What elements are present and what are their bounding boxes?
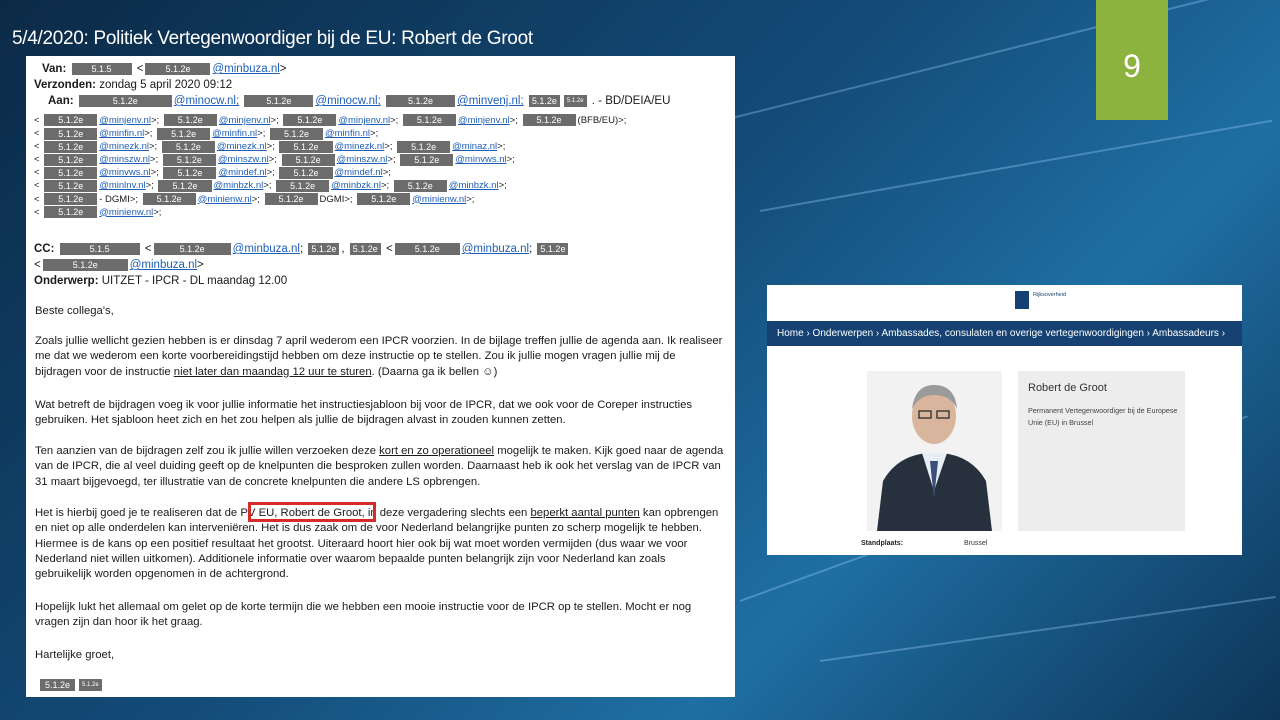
text: in deze vergadering slechts een <box>364 507 531 519</box>
verzonden-label: Verzonden: <box>34 79 96 91</box>
redacted-recipient-row: < 5.1.2e @minienw.nl>; <box>34 206 162 218</box>
cc-label: CC: <box>34 243 55 255</box>
email-link[interactable]: @minjenv.nl <box>457 115 510 126</box>
onderwerp-value: UITZET - IPCR - DL maandag 12.00 <box>101 275 288 287</box>
van-line: Van: 5.1.5 < 5.1.2e @minbuza.nl> <box>42 63 287 75</box>
text: kan opbrengen en niet op alle onderdelen kan interveniëren. Het is dus zaak om de voor Nederland belangrijke punten zo scherp mogelijk te hebben. Hiermee is de kans op een positief resultaat het grootst. Uiteraard hoort hier ook bij wat moet worden vermijden (dus waar we voor Nederland niet willen uitkomen). Additionele informatie over waarom bepaalde punten belangrijk zijn voor Nederland kan zoals gebruikelijk worden opgenomen in de achtergrond. <box>35 507 719 581</box>
highlighted-text: PV EU, Robert de Groot, <box>240 507 365 519</box>
breadcrumb[interactable]: Home › Onderwerpen › Ambassades, consulaten en overige vertegenwoordigingen › Ambassadeurs › <box>767 321 1242 346</box>
aan-tail: . - BD/DEIA/EU <box>591 95 671 107</box>
email-link[interactable]: @minienw.nl <box>412 193 467 205</box>
redacted-recipient-row: < 5.1.2e @minezk.nl>; 5.1.2e @minezk.nl>; 5.1.2e @minezk.nl>; 5.1.2e @minaz.nl>; <box>34 141 506 153</box>
paragraph-4 <box>35 506 725 582</box>
email-link[interactable]: @minbuza.nl <box>129 259 198 271</box>
redaction: 5.1.2e <box>164 114 217 126</box>
text: Ten aanzien van de bijdragen zelf zou ik jullie willen verzoeken deze <box>35 445 380 457</box>
email-link[interactable]: @minezk.nl <box>334 141 385 153</box>
aan-label: Aan: <box>48 95 74 107</box>
redaction: 5.1.2e <box>79 95 172 107</box>
redaction: 5.1.2e <box>143 193 196 205</box>
email-link[interactable]: @minbzk.nl <box>331 180 381 192</box>
verzonden-value: zondag 5 april 2020 09:12 <box>99 79 233 91</box>
redaction: 5.1.2e <box>279 141 332 153</box>
rijksoverheid-profile-card <box>767 285 1242 555</box>
email-document <box>26 56 735 697</box>
redaction: 5.1.2e <box>44 193 97 205</box>
paragraph-3 <box>35 444 725 490</box>
email-link[interactable]: @mindef.nl <box>218 167 267 179</box>
redaction: 5.1.2e <box>357 193 410 205</box>
redaction: 5.1.2e <box>400 154 453 166</box>
email-link[interactable]: @minbuza.nl <box>461 243 530 255</box>
redaction: 5.1.2e <box>265 193 318 205</box>
redaction: 5.1.5 <box>72 63 132 75</box>
redaction: 5.1.2e <box>145 63 210 75</box>
paragraph-5: Hopelijk lukt het allemaal om gelet op de korte termijn die we hebben een mooie instructie voor de IPCR op te stellen. Mocht er nog vragen zijn dan hoor ik het graag. <box>35 601 692 629</box>
redaction: 5.1.2e <box>44 180 97 192</box>
portrait-photo <box>867 371 1002 531</box>
email-link[interactable]: @minocw.nl; <box>173 95 240 107</box>
text: (BFB/EU) <box>577 115 619 126</box>
redaction: 5.1.2e <box>523 114 576 126</box>
redaction: 5.1.2e <box>537 243 568 255</box>
email-link[interactable]: @minjenv.nl <box>338 115 391 126</box>
redaction: 5.1.2e <box>157 128 210 140</box>
paragraph-2: Wat betreft de bijdragen voeg ik voor jullie informatie het instructiesjabloon bij voor de IPCR, dat we ook voor de Coreper instructies gebruiken. Het sjabloon heet zich en het zou helpen als jullie de bijdragen alvast in zouden kunnen zetten. <box>35 399 693 427</box>
email-link[interactable]: @minezk.nl <box>216 141 267 153</box>
redaction: 5.1.2e <box>163 154 216 166</box>
redacted-recipient-row: < 5.1.2e - DGMI>; 5.1.2e @minienw.nl>; 5.1.2e DGMI>; 5.1.2e @minienw.nl>; <box>34 193 475 205</box>
redacted-recipient-row: < 5.1.2e @minszw.nl>; 5.1.2e @minszw.nl>; 5.1.2e @minszw.nl>; 5.1.2e @minvws.nl>; <box>34 154 515 166</box>
email-link[interactable]: @minezk.nl <box>99 141 149 153</box>
background-streak <box>820 596 1276 662</box>
redaction: 5.1.2e <box>282 154 335 166</box>
standplaats-label: Standplaats: <box>861 540 904 547</box>
email-link[interactable]: @minbuza.nl <box>212 63 280 75</box>
portrait-illustration <box>867 371 1002 531</box>
redaction: 5.1.2e <box>154 243 231 255</box>
cc-line: CC: 5.1.5 < 5.1.2e @minbuza.nl; 5.1.2e , 5.1.2e < 5.1.2e @minbuza.nl; 5.1.2e <box>34 242 734 256</box>
redaction: 5.1.2e <box>350 243 381 255</box>
email-link[interactable]: @minvws.nl <box>455 154 507 166</box>
redaction: 5.1.5 <box>60 243 140 255</box>
aan-line <box>34 94 734 108</box>
email-link[interactable]: @minienw.nl <box>197 193 252 205</box>
email-link[interactable]: @mindef.nl <box>334 167 383 179</box>
redaction: 5.1.2e <box>44 128 97 140</box>
redaction: 5.1.2e <box>403 114 456 126</box>
email-link[interactable]: @minfin.nl <box>212 128 258 140</box>
page-number: 9 <box>1123 47 1141 84</box>
text: . (Daarna ga ik bellen ☺) <box>371 365 498 378</box>
underlined-text: niet later dan maandag 12 uur te sturen <box>173 365 372 378</box>
redaction: 5.1.2e <box>394 180 447 192</box>
redaction: 5.1.2e <box>40 679 75 691</box>
redaction: 5.1.2e <box>44 154 97 166</box>
profile-role: Permanent Vertegenwoordiger bij de Europese Unie (EU) in Brussel <box>1028 406 1178 427</box>
redaction-small: 5.1.2e <box>79 679 102 691</box>
email-link[interactable]: @minszw.nl <box>217 154 269 166</box>
email-link[interactable]: @minienw.nl <box>99 206 154 218</box>
van-label: Van: <box>42 63 67 75</box>
closing: Hartelijke groet, <box>35 649 115 661</box>
redaction: 5.1.2e <box>44 167 97 179</box>
redaction: 5.1.2e <box>44 141 97 153</box>
redacted-recipient-row: < 5.1.2e @minvws.nl>; 5.1.2e @mindef.nl>; 5.1.2e @mindef.nl>; <box>34 167 391 179</box>
email-link[interactable]: @minfin.nl <box>99 128 145 140</box>
email-link[interactable]: @minvws.nl <box>99 167 151 179</box>
logo-text: Rijksoverheid <box>1033 292 1067 298</box>
redaction: 5.1.2e <box>162 141 215 153</box>
onderwerp-line <box>34 274 734 288</box>
email-link[interactable]: @minbzk.nl <box>448 180 499 192</box>
redaction: 5.1.2e <box>308 243 339 255</box>
page-number-badge <box>1096 0 1168 120</box>
redaction: 5.1.2e <box>276 180 329 192</box>
email-link[interactable]: @minvenj.nl; <box>457 95 524 107</box>
redaction: 5.1.2e <box>163 167 216 179</box>
red-highlight-box <box>248 502 376 522</box>
email-link[interactable]: @minbuza.nl <box>232 243 300 255</box>
email-link[interactable]: @minjenv.nl <box>99 115 151 126</box>
greeting: Beste collega's, <box>35 305 114 317</box>
redaction: 5.1.2e <box>529 95 560 107</box>
redaction: 5.1.2e <box>44 114 97 126</box>
email-link[interactable]: @minlnv.nl <box>99 180 146 192</box>
redaction: 5.1.2e <box>244 95 313 107</box>
email-link[interactable]: @minocw.nl; <box>315 95 381 107</box>
redaction: 5.1.2e <box>43 259 128 271</box>
paragraph-1 <box>35 334 725 380</box>
background-streak <box>720 0 1264 122</box>
redaction: 5.1.2e <box>386 95 455 107</box>
text: mogelijk te maken. Kijk goed naar de agenda van de IPCR, die al veel duiding geeft op de knelpunten die besproken zullen worden. Daarnaast heb ik ook het verslag van de IPCR van 31 maart bijgevoegd, ter illustratie van de concrete knelpunten die andere LS opbrengen. <box>35 445 724 488</box>
signature <box>38 678 735 692</box>
email-link[interactable]: @minszw.nl <box>336 154 388 166</box>
email-link[interactable]: @minbzk.nl <box>213 180 264 192</box>
underlined-text: beperkt aantal punten <box>530 507 640 519</box>
text: - DGMI <box>99 193 130 205</box>
underlined-text: kort en zo operationeel <box>379 445 495 457</box>
profile-info-panel <box>1018 371 1185 531</box>
slide-title: 5/4/2020: Politiek Vertegenwoordiger bij de EU: Robert de Groot <box>12 28 533 49</box>
redaction: 5.1.2e <box>395 243 460 255</box>
card-header <box>767 285 1242 321</box>
redacted-recipient-row: < 5.1.2e @minfin.nl>; 5.1.2e @minfin.nl>; 5.1.2e @minfin.nl>; <box>34 128 379 140</box>
email-link[interactable]: @minaz.nl <box>452 141 498 153</box>
redaction: 5.1.2e <box>270 128 323 140</box>
verzonden-line <box>34 78 734 92</box>
text: Het is hierbij goed je te realiseren dat de <box>35 507 241 519</box>
text: DGMI <box>319 193 345 205</box>
redaction: 5.1.2e <box>279 167 332 179</box>
cc-line-2: < 5.1.2e @minbuza.nl> <box>34 259 204 271</box>
redaction: 5.1.2e <box>158 180 211 192</box>
redaction: 5.1.2e <box>397 141 450 153</box>
text: Zoals jullie wellicht gezien hebben is er dinsdag 7 april wederom een IPCR voorzien. In de bijlage treffen jullie de agenda aan. Ik realiseer me dat we wederom een korte voorbereidingstijd hebben om deze instructie op te stellen. Zou ik jullie mogen vragen jullie mij de bijdragen voor de instructie <box>35 335 723 378</box>
redacted-recipient-row: < 5.1.2e @minjenv.nl>; 5.1.2e @minjenv.nl>; 5.1.2e @minjenv.nl>; 5.1.2e @minjenv.nl>; 5.1.2e (BFB/EU)>; <box>34 115 627 126</box>
redaction-small: 5.1.2e <box>564 95 587 107</box>
onderwerp-label: Onderwerp: <box>34 275 99 287</box>
redaction: 5.1.2e <box>44 206 97 218</box>
profile-name: Robert de Groot <box>1028 382 1107 394</box>
background-streak <box>760 120 1272 212</box>
redaction: 5.1.2e <box>283 114 336 126</box>
email-link[interactable]: @minszw.nl <box>99 154 151 166</box>
email-link[interactable]: @minfin.nl <box>325 128 371 140</box>
rijksoverheid-logo-icon <box>1015 291 1029 309</box>
email-link[interactable]: @minjenv.nl <box>218 115 271 126</box>
standplaats-value: Brussel <box>964 540 988 547</box>
redacted-recipient-row: < 5.1.2e @minlnv.nl>; 5.1.2e @minbzk.nl>; 5.1.2e @minbzk.nl>; 5.1.2e @minbzk.nl>; <box>34 180 507 192</box>
